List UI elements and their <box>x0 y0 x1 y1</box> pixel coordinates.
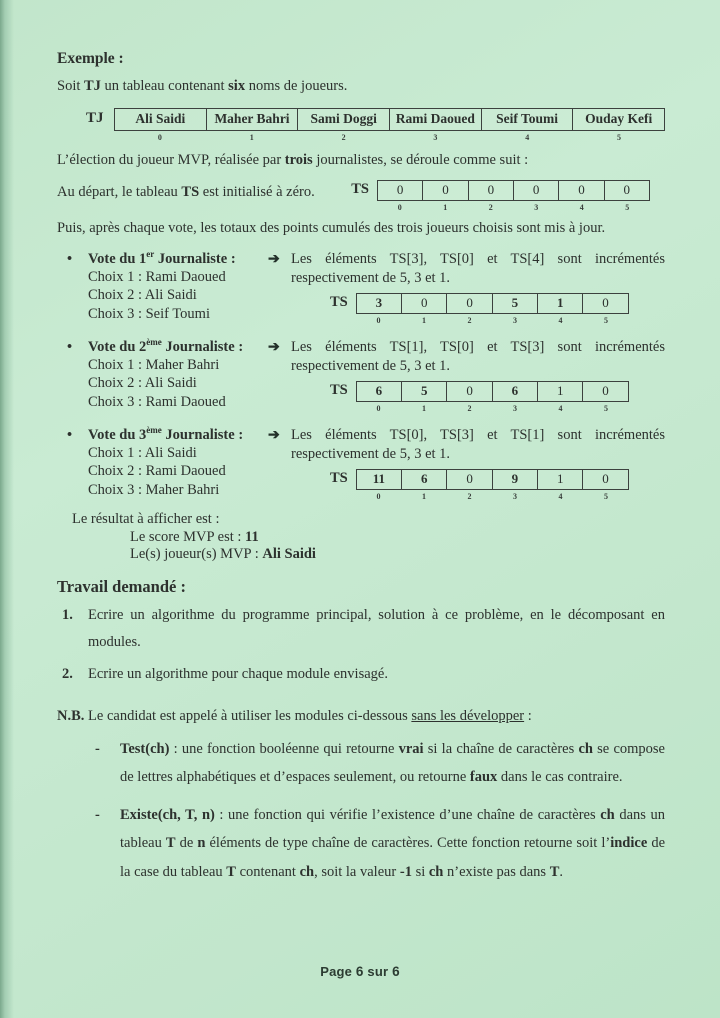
vote-block-1 <box>57 250 665 325</box>
ts-index: 3 <box>513 316 517 325</box>
vote-title: • Vote du 1er Journaliste : <box>67 249 236 267</box>
ts-cell: 0 <box>447 470 492 489</box>
choice-line: Choix 2 : Ali Saidi <box>88 287 197 304</box>
choice-line: Choix 1 : Ali Saidi <box>88 445 197 462</box>
item-text: Ecrire un algorithme du programme principal, solution à ce problème, en le décomposant en modules. <box>88 606 665 650</box>
ts-table-vote-1 <box>330 293 665 325</box>
vote-description: Les éléments TS[3], TS[0] et TS[4] sont incrémentés respectivement de 5, 3 et 1. <box>291 251 665 286</box>
puis-line: Puis, après chaque vote, les totaux des points cumulés des trois joueurs choisis sont mis à jour. <box>57 220 606 236</box>
bullet-icon: • <box>67 339 73 355</box>
ts-cell: 0 <box>402 294 447 313</box>
ts-cell: 0 <box>447 382 492 401</box>
ts-index: 1 <box>443 203 448 212</box>
ts-index: 4 <box>558 316 563 325</box>
ts-index: 3 <box>534 203 539 212</box>
ts-cell: 3 <box>357 294 402 313</box>
depart-row <box>57 180 665 212</box>
choice-line: Choix 1 : Maher Bahri <box>88 357 220 374</box>
result-player: Le(s) joueur(s) MVP : Ali Saidi <box>130 546 316 562</box>
tj-cell: Seif Toumi <box>482 109 574 130</box>
item-number: 1. <box>62 606 73 623</box>
tj-cell: Sami Doggi <box>298 109 390 130</box>
ts-index: 0 <box>376 404 381 413</box>
module-existe <box>57 801 665 887</box>
ts-index: 1 <box>422 492 426 501</box>
ts-cell: 0 <box>447 294 492 313</box>
ts-cell: 0 <box>602 383 609 398</box>
ts-cell: 9 <box>493 470 538 489</box>
bullet-icon: • <box>67 251 73 267</box>
item-number: 2. <box>62 665 73 682</box>
ts-index: 4 <box>579 203 584 212</box>
vote-title: • Vote du 3ème Journaliste : <box>67 425 244 443</box>
module-text: Test(ch) : une fonction booléenne qui retourne vrai si la chaîne de caractères ch se compose de lettres alphabétiques et d’espaces seulement, ou retourne faux dans le cas contraire. <box>120 740 665 785</box>
ts-index: 1 <box>422 316 426 325</box>
ts-cell: 5 <box>493 294 538 313</box>
vote-description: Les éléments TS[1], TS[0] et TS[3] sont incrémentés respectivement de 5, 3 et 1. <box>291 339 665 374</box>
tj-cell: Maher Bahri <box>207 109 299 130</box>
travail-heading: Travail demandé : <box>57 576 186 596</box>
ts-cell: 0 <box>423 181 468 200</box>
vote-title: • Vote du 2ème Journaliste : <box>67 337 244 355</box>
result-score: Le score MVP est : 11 <box>130 528 259 545</box>
ts-cell: 0 <box>602 471 609 486</box>
ts-index: 0 <box>376 316 381 325</box>
document-page <box>57 50 665 886</box>
ts-label: TS <box>351 181 369 197</box>
choice-line: Choix 3 : Seif Toumi <box>88 305 210 322</box>
tj-table-label: TJ <box>86 110 104 126</box>
ts-index: 5 <box>604 404 608 413</box>
travail-item-2 <box>57 661 665 688</box>
ts-label: TS <box>330 294 348 310</box>
ts-cell: 0 <box>514 181 559 200</box>
ts-index: 5 <box>625 203 630 212</box>
item-text: Ecrire un algorithme pour chaque module envisagé. <box>88 665 388 682</box>
tj-cell: Ali Saidi <box>115 109 207 130</box>
tj-index: 1 <box>249 133 254 142</box>
ts-index: 4 <box>558 404 563 413</box>
dash-bullet: - <box>95 740 100 757</box>
module-text: Existe(ch, T, n) : une fonction qui vérifie l’existence d’une chaîne de caractères ch dans un tableau T de n éléments de type chaîne de caractères. Cette fonction retourne soit l’indice de la case du tableau T contenant ch, soit la valeur -1 si ch n’existe pas dans T. <box>120 806 666 880</box>
page-number: Page 6 sur 6 <box>320 964 400 979</box>
tj-cell: Rami Daoued <box>390 109 482 130</box>
nb-note: N.B. Le candidat est appelé à utiliser les modules ci-dessous sans les développer : <box>57 707 532 724</box>
ts-index: 0 <box>376 492 381 501</box>
dash-bullet: - <box>95 806 100 823</box>
tj-index: 5 <box>617 133 622 142</box>
ts-index: 2 <box>467 492 472 501</box>
module-test <box>57 735 665 792</box>
ts-cell: 5 <box>402 382 447 401</box>
ts-index: 4 <box>558 492 563 501</box>
ts-index: 1 <box>422 404 426 413</box>
election-line: L’élection du joueur MVP, réalisée par trois journalistes, se déroule comme suit : <box>57 152 529 168</box>
choice-line: Choix 3 : Rami Daoued <box>88 393 226 410</box>
ts-cell: 1 <box>538 382 583 401</box>
tj-table <box>57 108 665 142</box>
arrow-right-icon: ➔ <box>268 428 280 443</box>
vote-description: Les éléments TS[0], TS[3] et TS[1] sont incrémentés respectivement de 5, 3 et 1. <box>291 427 665 462</box>
ts-index: 2 <box>467 404 472 413</box>
tj-cell: Ouday Kefi <box>585 111 653 126</box>
tj-index: 4 <box>525 133 530 142</box>
choice-line: Choix 2 : Ali Saidi <box>88 375 197 392</box>
ts-cell: 0 <box>559 181 604 200</box>
travail-item-1 <box>57 602 665 656</box>
tj-index: 3 <box>433 133 438 142</box>
ts-cell: 6 <box>357 382 402 401</box>
depart-line: Au départ, le tableau TS est initialisé à zéro. <box>57 184 315 200</box>
result-block <box>57 511 665 564</box>
ts-cell: 1 <box>538 294 583 313</box>
ts-cell: 11 <box>357 470 402 489</box>
ts-index: 5 <box>604 316 608 325</box>
choice-line: Choix 1 : Rami Daoued <box>88 269 226 286</box>
scan-edge-shadow <box>0 0 14 1018</box>
ts-table-vote-3 <box>330 469 665 501</box>
ts-cell: 0 <box>378 181 423 200</box>
ts-table-initial <box>351 180 650 212</box>
ts-cell: 0 <box>623 182 631 197</box>
ts-index: 3 <box>513 492 517 501</box>
exemple-heading: Exemple : <box>57 50 124 67</box>
ts-index: 0 <box>397 203 402 212</box>
vote-block-2 <box>57 338 665 413</box>
arrow-right-icon: ➔ <box>268 252 280 267</box>
ts-index: 2 <box>467 316 472 325</box>
arrow-right-icon: ➔ <box>268 340 280 355</box>
ts-cell: 6 <box>493 382 538 401</box>
ts-index: 5 <box>604 492 608 501</box>
bullet-icon: • <box>67 427 73 443</box>
ts-label: TS <box>330 470 348 486</box>
choice-line: Choix 3 : Maher Bahri <box>88 481 220 498</box>
ts-cell: 0 <box>469 181 514 200</box>
exemple-intro: Soit TJ un tableau contenant six noms de joueurs. <box>57 78 348 94</box>
ts-cell: 6 <box>402 470 447 489</box>
tj-index: 2 <box>341 133 346 142</box>
ts-cell: 0 <box>602 295 609 310</box>
ts-label: TS <box>330 382 348 398</box>
tj-index: 0 <box>157 133 162 142</box>
ts-index: 3 <box>513 404 517 413</box>
ts-table-vote-2 <box>330 381 665 413</box>
ts-index: 2 <box>488 203 493 212</box>
result-intro: Le résultat à afficher est : <box>72 511 220 527</box>
vote-block-3 <box>57 426 665 501</box>
choice-line: Choix 2 : Rami Daoued <box>88 463 226 480</box>
ts-cell: 1 <box>538 470 583 489</box>
